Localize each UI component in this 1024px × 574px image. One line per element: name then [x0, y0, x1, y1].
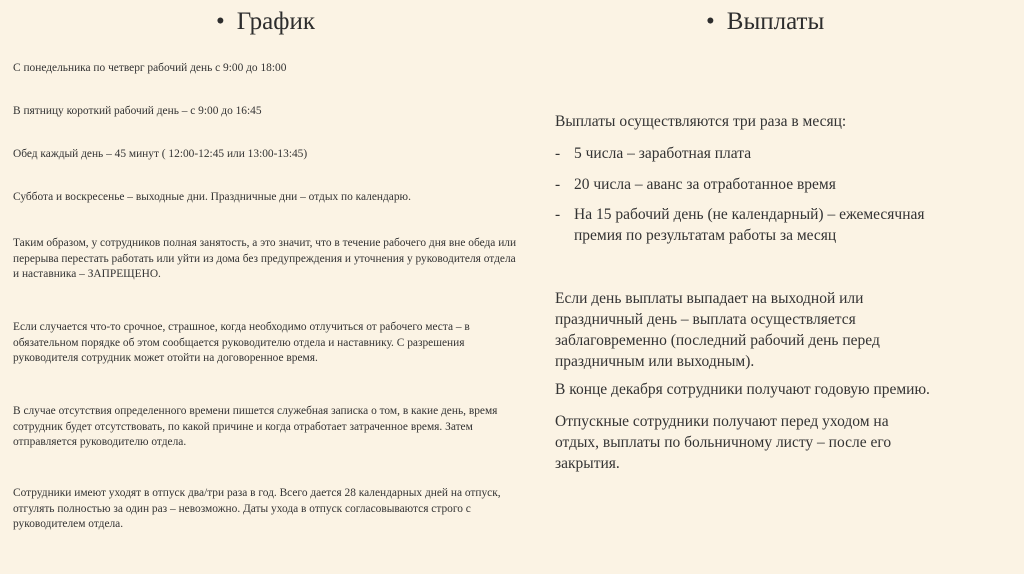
payments-list-item — [555, 174, 975, 195]
dash-icon: - — [555, 176, 561, 193]
schedule-title: График — [236, 8, 315, 35]
bullet-icon: • — [216, 8, 225, 35]
payments-paragraph: Если день выплаты выпадает на выходной или праздничный день – выплата осуществляется заблаговременно (последний рабочий день перед праздничным или выходным). — [555, 290, 880, 370]
schedule-paragraph: Сотрудники имеют уходят в отпуск два/три раза в год. Всего дается 28 календарных дней на отпуск, отгулять полностью за один раз – невозможно. Даты ухода в отпуск согласовываются строго с руководителем отдела. — [13, 487, 501, 530]
schedule-paragraph: С понедельника по четверг рабочий день с 9:00 до 18:00 — [13, 62, 287, 74]
schedule-paragraph: Суббота и воскресенье – выходные дни. Праздничные дни – отдых по календарю. — [13, 191, 411, 203]
schedule-heading — [216, 7, 315, 37]
payments-list-item-text: 20 числа – аванс за отработанное время — [574, 176, 836, 193]
bullet-icon: • — [706, 8, 715, 35]
payments-title: Выплаты — [726, 8, 825, 35]
schedule-paragraph: Если случается что-то срочное, страшное, когда необходимо отлучиться от рабочего места – в обязательном порядке об этом сообщается руководителю отдела и наставнику. С разрешения руководителя сотрудник может отойти на договоренное время. — [13, 321, 470, 364]
payments-list-item — [555, 143, 975, 164]
payments-intro: Выплаты осуществляются три раза в месяц: — [555, 113, 847, 130]
payments-paragraph: В конце декабря сотрудники получают годовую премию. — [555, 381, 930, 398]
schedule-paragraph: Таким образом, у сотрудников полная занятость, а это значит, что в течение рабочего дня вне обеда или перерыва перестать работать или уйти из дома без предупреждения и уточнения у руководителя отдела и наставника – ЗАПРЕЩЕНО. — [13, 237, 517, 280]
payments-heading — [706, 7, 824, 37]
payments-list-item-text: На 15 рабочий день (не календарный) – ежемесячная премия по результатам работы за месяц — [574, 206, 925, 244]
schedule-paragraph: В пятницу короткий рабочий день – с 9:00 до 16:45 — [13, 105, 262, 117]
schedule-paragraph: В случае отсутствия определенного времени пишется служебная записка о том, в какие день, время сотрудник будет отсутствовать, по какой причине и когда отработает затраченное время. Затем отправляется руководителю отдела. — [13, 405, 498, 448]
dash-icon: - — [555, 145, 561, 162]
payments-paragraph: Отпускные сотрудники получают перед уходом на отдых, выплаты по больничному листу – после его закрытия. — [555, 413, 892, 472]
payments-list-item-text: 5 числа – заработная плата — [574, 145, 752, 162]
payments-list-item — [555, 204, 975, 246]
dash-icon: - — [555, 206, 561, 223]
schedule-paragraph: Обед каждый день – 45 минут ( 12:00-12:45 или 13:00-13:45) — [13, 148, 308, 160]
